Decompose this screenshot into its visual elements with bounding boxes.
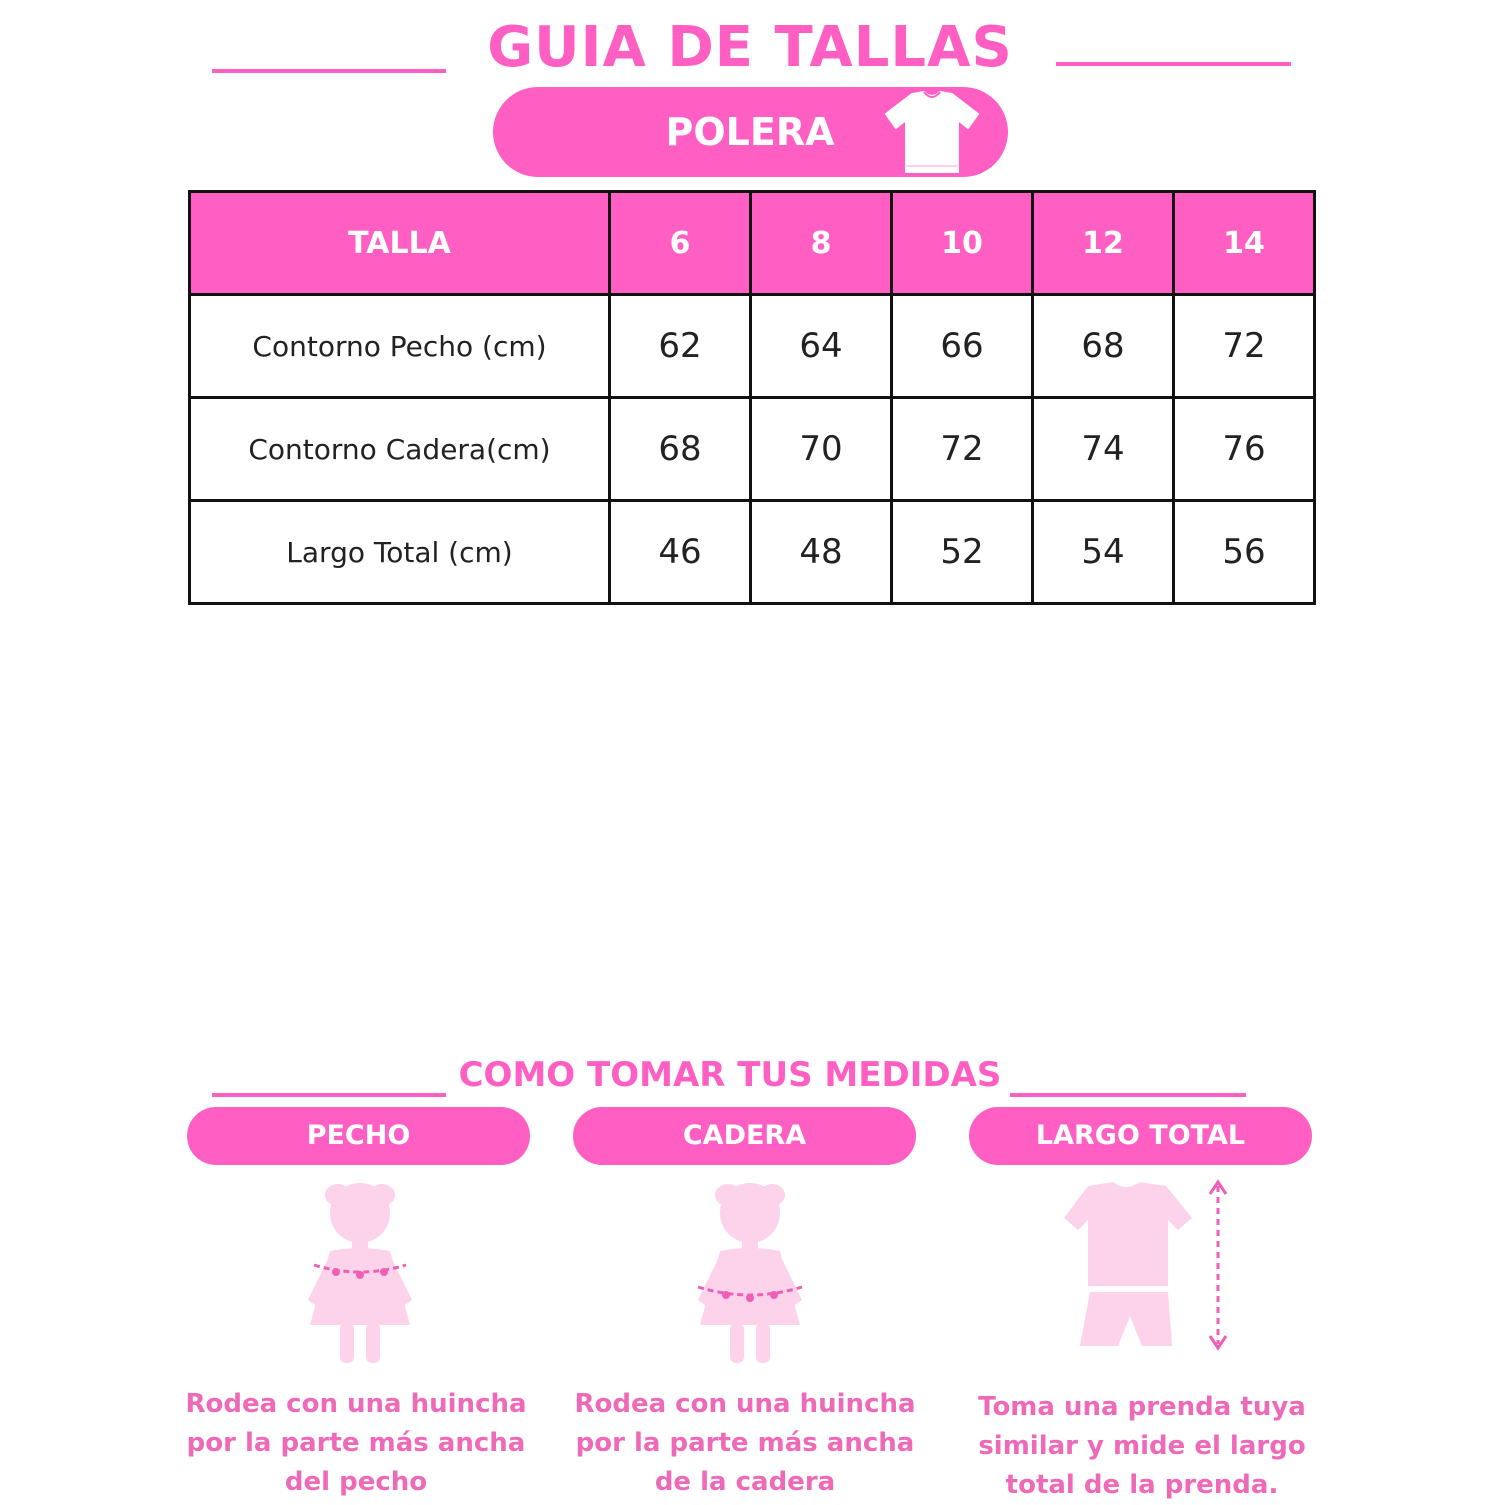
table-cell: 72	[892, 398, 1033, 501]
size-header-12: 12	[1033, 192, 1174, 295]
caption-line: por la parte más ancha	[575, 1428, 915, 1458]
step-caption-chest	[156, 1385, 556, 1500]
table-cell: 68	[610, 398, 751, 501]
title-rule-right	[1056, 62, 1291, 66]
table-cell: 76	[1174, 398, 1315, 501]
girl-chest-measure-icon	[290, 1175, 430, 1370]
table-cell: 72	[1174, 295, 1315, 398]
size-header-label: TALLA	[190, 192, 610, 295]
garment-label: POLERA	[665, 110, 835, 154]
caption-line: Toma una prenda tuya	[978, 1392, 1306, 1422]
howto-title: COMO TOMAR TUS MEDIDAS	[458, 1055, 1002, 1095]
girl-hip-measure-icon	[680, 1175, 820, 1370]
caption-line: por la parte más ancha	[186, 1428, 526, 1458]
step-caption-hip	[545, 1385, 945, 1500]
table-cell: 66	[892, 295, 1033, 398]
row-label-length: Largo Total (cm)	[190, 501, 610, 604]
table-cell: 46	[610, 501, 751, 604]
caption-line: Rodea con una huincha	[185, 1389, 527, 1419]
table-row	[190, 398, 1315, 501]
table-cell: 62	[610, 295, 751, 398]
step-label-chest: PECHO	[187, 1107, 530, 1165]
table-cell: 70	[751, 398, 892, 501]
step-label-length: LARGO TOTAL	[969, 1107, 1312, 1165]
step-caption-length	[942, 1388, 1342, 1503]
size-table	[188, 190, 1316, 605]
row-label-chest: Contorno Pecho (cm)	[190, 295, 610, 398]
row-label-hip: Contorno Cadera(cm)	[190, 398, 610, 501]
table-cell: 74	[1033, 398, 1174, 501]
caption-line: similar y mide el largo	[978, 1431, 1306, 1461]
caption-line: Rodea con una huincha	[574, 1389, 916, 1419]
caption-line: de la cadera	[654, 1467, 836, 1497]
howto-rule-left	[212, 1093, 446, 1097]
title-rule-left	[212, 69, 446, 73]
size-header-10: 10	[892, 192, 1033, 295]
table-header-row	[190, 192, 1315, 295]
size-header-14: 14	[1174, 192, 1315, 295]
page-title: GUIA DE TALLAS	[487, 15, 1013, 80]
size-header-8: 8	[751, 192, 892, 295]
outfit-length-measure-icon	[1058, 1178, 1238, 1353]
caption-line: total de la prenda.	[1005, 1470, 1279, 1500]
table-cell: 54	[1033, 501, 1174, 604]
caption-line: del pecho	[284, 1467, 428, 1497]
table-cell: 68	[1033, 295, 1174, 398]
tshirt-icon	[882, 88, 982, 176]
howto-rule-right	[1010, 1093, 1246, 1097]
size-header-6: 6	[610, 192, 751, 295]
table-row	[190, 295, 1315, 398]
table-cell: 56	[1174, 501, 1315, 604]
table-cell: 48	[751, 501, 892, 604]
table-row	[190, 501, 1315, 604]
table-cell: 64	[751, 295, 892, 398]
step-label-hip: CADERA	[573, 1107, 916, 1165]
table-cell: 52	[892, 501, 1033, 604]
